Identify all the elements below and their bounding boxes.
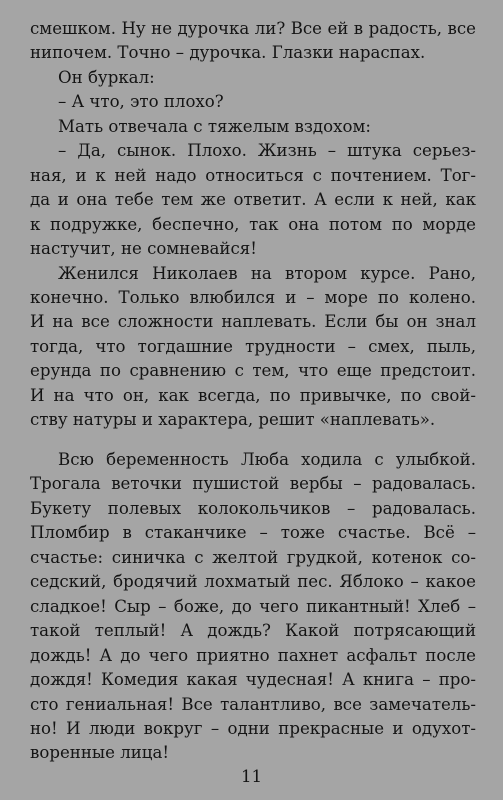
- text-line: воренные лица!: [30, 743, 170, 763]
- text-line: И на что он, как всегда, по привычке, по свой-: [30, 385, 476, 405]
- text-line: Пломбир в стаканчике – тоже счастье. Всё –: [30, 523, 476, 543]
- text-line: сто гениальная! Все талантливо, все замечатель-: [30, 694, 476, 714]
- text-line: нипочем. Точно – дурочка. Глазки нараспах.: [30, 43, 426, 63]
- text-line: сладкое! Сыр – боже, до чего пикантный! Хлеб –: [30, 596, 476, 616]
- text-line: настучит, не сомневайся!: [30, 239, 257, 259]
- text-line: ству натуры и характера, решит «наплевать».: [30, 410, 436, 430]
- text-line: да и она тебе тем же ответит. А если к ней, как: [30, 190, 476, 210]
- text-line: Женился Николаев на втором курсе. Рано,: [58, 263, 476, 283]
- text-line: Мать отвечала с тяжелым вздохом:: [58, 116, 371, 136]
- text-line: И на все сложности наплевать. Если бы он знал: [30, 312, 476, 332]
- text-line: но! И люди вокруг – одни прекрасные и одухот-: [30, 718, 476, 738]
- text-line: Букету полевых колокольчиков – радовалась.: [30, 498, 476, 518]
- text-line: Он буркал:: [58, 67, 155, 87]
- text-line: тогда, что тогдашние трудности – смех, пыль,: [30, 336, 476, 356]
- text-section-2: [30, 448, 476, 766]
- text-line: – Да, сынок. Плохо. Жизнь – штука серьез-: [58, 141, 476, 161]
- text-line: Всю беременность Люба ходила с улыбкой.: [58, 450, 476, 469]
- text-line: Трогала веточки пушистой вербы – радовалась.: [30, 474, 476, 494]
- text-line: смешком. Ну не дурочка ли? Все ей в радость, все: [30, 19, 476, 38]
- text-line: дождя! Комедия какая чудесная! А книга – про-: [30, 670, 476, 690]
- text-line: счастье: синичка с желтой грудкой, котенок со-: [30, 547, 476, 567]
- text-line: дождь! А до чего приятно пахнет асфальт после: [30, 645, 476, 665]
- page-number: 11: [240, 767, 263, 786]
- text-line: ная, и к ней надо относиться с почтением. Тог-: [30, 165, 476, 185]
- text-line: ерунда по сравнению с тем, что еще предстоит.: [30, 361, 476, 381]
- text-line: конечно. Только влюбился и – море по колено.: [30, 287, 476, 307]
- text-line: – А что, это плохо?: [58, 92, 224, 112]
- text-line: седский, бродячий лохматый пес. Яблоко – какое: [30, 572, 476, 592]
- text-section-1: [30, 17, 476, 433]
- text-line: такой теплый! А дождь? Какой потрясающий: [30, 621, 476, 641]
- text-line: к подружке, беспечно, так она потом по морде: [30, 214, 476, 234]
